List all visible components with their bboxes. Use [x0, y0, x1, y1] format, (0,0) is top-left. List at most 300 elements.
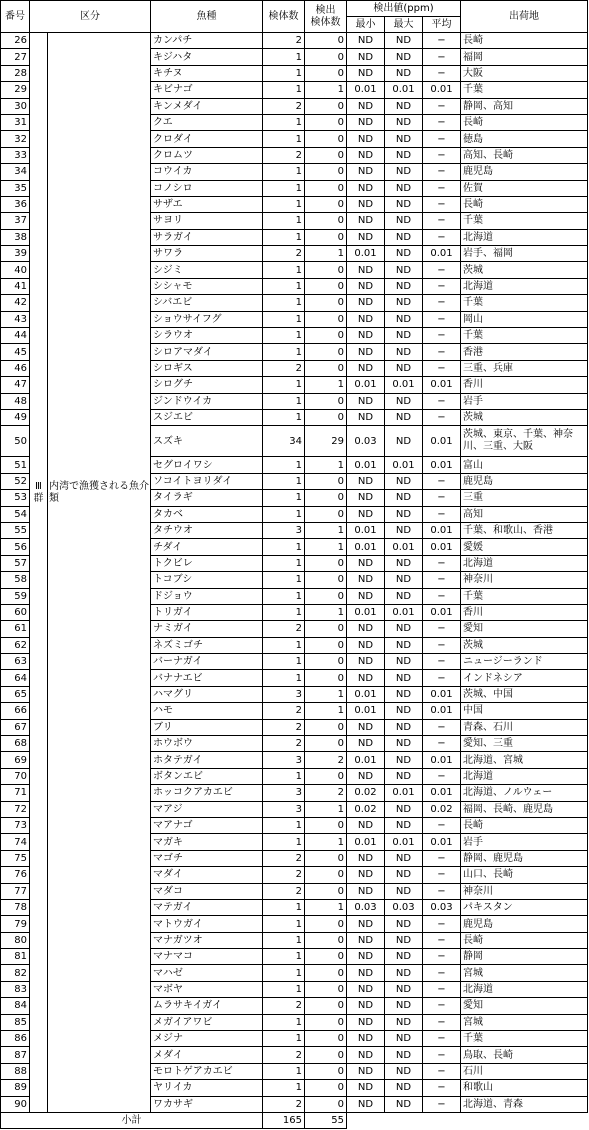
row-samples: 1 — [263, 981, 305, 997]
row-min: ND — [347, 981, 385, 997]
row-min: ND — [347, 883, 385, 899]
row-no: 53 — [1, 490, 30, 506]
row-samples: 1 — [263, 899, 305, 915]
row-samples: 1 — [263, 768, 305, 784]
row-min: ND — [347, 1096, 385, 1112]
row-species: マボヤ — [151, 981, 263, 997]
row-min: 0.03 — [347, 899, 385, 915]
row-detected: 1 — [305, 801, 347, 817]
row-no: 72 — [1, 801, 30, 817]
row-origin: 岩手 — [461, 393, 588, 409]
row-samples: 1 — [263, 588, 305, 604]
row-samples: 1 — [263, 328, 305, 344]
row-no: 54 — [1, 506, 30, 522]
row-species: トクビレ — [151, 555, 263, 571]
row-no: 47 — [1, 377, 30, 393]
row-max: ND — [385, 344, 423, 360]
row-avg: 0.01 — [423, 785, 461, 801]
row-max: ND — [385, 1014, 423, 1030]
header-detected-line1: 検出 — [315, 4, 336, 16]
row-samples: 2 — [263, 1047, 305, 1063]
row-max: ND — [385, 229, 423, 245]
row-avg: 0.01 — [423, 457, 461, 473]
row-avg: − — [423, 360, 461, 376]
row-samples: 2 — [263, 147, 305, 163]
row-detected: 0 — [305, 1096, 347, 1112]
row-no: 62 — [1, 637, 30, 653]
row-detected: 0 — [305, 1080, 347, 1096]
row-max: ND — [385, 1031, 423, 1047]
row-max: ND — [385, 246, 423, 262]
row-no: 60 — [1, 604, 30, 620]
row-species: キビナゴ — [151, 82, 263, 98]
row-min: ND — [347, 867, 385, 883]
header-row-1 — [1, 1, 588, 17]
row-min: 0.03 — [347, 426, 385, 457]
row-detected: 0 — [305, 932, 347, 948]
row-max: ND — [385, 654, 423, 670]
row-detected: 0 — [305, 196, 347, 212]
row-species: キジハタ — [151, 49, 263, 65]
row-species: メダイ — [151, 1047, 263, 1063]
row-max: ND — [385, 850, 423, 866]
row-species: ムラサキイガイ — [151, 998, 263, 1014]
row-avg: 0.01 — [423, 82, 461, 98]
row-avg: − — [423, 147, 461, 163]
row-origin: 長崎 — [461, 114, 588, 130]
row-min: ND — [347, 949, 385, 965]
header-samples: 検体数 — [263, 1, 305, 33]
row-detected: 0 — [305, 670, 347, 686]
row-origin: 愛知、三重 — [461, 736, 588, 752]
row-origin: 岩手 — [461, 834, 588, 850]
subtotal-blank — [347, 1113, 588, 1129]
row-avg: − — [423, 393, 461, 409]
row-avg: − — [423, 164, 461, 180]
row-no: 39 — [1, 246, 30, 262]
row-origin: 千葉 — [461, 1031, 588, 1047]
subtotal-detected: 55 — [305, 1113, 347, 1129]
row-species: マアナゴ — [151, 817, 263, 833]
header-detected — [305, 1, 347, 33]
row-origin: 鹿児島 — [461, 164, 588, 180]
row-samples: 1 — [263, 229, 305, 245]
row-min: ND — [347, 670, 385, 686]
row-detected: 1 — [305, 457, 347, 473]
row-min: ND — [347, 278, 385, 294]
header-origin: 出荷地 — [461, 1, 588, 33]
row-species: チダイ — [151, 539, 263, 555]
row-max: ND — [385, 328, 423, 344]
row-avg: 0.02 — [423, 801, 461, 817]
row-origin: 北海道、青森 — [461, 1096, 588, 1112]
row-detected: 0 — [305, 114, 347, 130]
row-max: ND — [385, 213, 423, 229]
row-detected: 0 — [305, 949, 347, 965]
row-samples: 1 — [263, 164, 305, 180]
row-species: ボタンエビ — [151, 768, 263, 784]
row-species: シバエビ — [151, 295, 263, 311]
row-origin: 岩手、福岡 — [461, 246, 588, 262]
row-species: キチヌ — [151, 65, 263, 81]
row-avg: − — [423, 1096, 461, 1112]
row-samples: 1 — [263, 82, 305, 98]
row-avg: − — [423, 867, 461, 883]
header-detected-line2: 検体数 — [310, 16, 341, 28]
row-detected: 0 — [305, 588, 347, 604]
row-species: ワカサギ — [151, 1096, 263, 1112]
row-min: ND — [347, 33, 385, 49]
row-detected: 0 — [305, 98, 347, 114]
row-samples: 1 — [263, 1031, 305, 1047]
row-origin: 鹿児島 — [461, 473, 588, 489]
row-samples: 1 — [263, 539, 305, 555]
row-species: ホタテガイ — [151, 752, 263, 768]
row-samples: 1 — [263, 637, 305, 653]
row-detected: 1 — [305, 539, 347, 555]
row-no: 56 — [1, 539, 30, 555]
row-min: ND — [347, 588, 385, 604]
row-avg: − — [423, 295, 461, 311]
row-detected: 0 — [305, 621, 347, 637]
row-avg: − — [423, 654, 461, 670]
row-origin: 茨城、中国 — [461, 686, 588, 702]
row-origin: 鳥取、長崎 — [461, 1047, 588, 1063]
row-samples: 2 — [263, 883, 305, 899]
row-samples: 3 — [263, 752, 305, 768]
row-min: 0.01 — [347, 539, 385, 555]
row-samples: 1 — [263, 949, 305, 965]
row-species: メジナ — [151, 1031, 263, 1047]
row-detected: 0 — [305, 131, 347, 147]
row-species: ソコイトヨリダイ — [151, 473, 263, 489]
row-samples: 1 — [263, 344, 305, 360]
row-detected: 0 — [305, 850, 347, 866]
row-no: 32 — [1, 131, 30, 147]
row-max: ND — [385, 686, 423, 702]
row-species: マナガツオ — [151, 932, 263, 948]
row-detected: 0 — [305, 1063, 347, 1079]
row-no: 49 — [1, 409, 30, 425]
row-samples: 2 — [263, 33, 305, 49]
row-min: ND — [347, 180, 385, 196]
row-species: クロダイ — [151, 131, 263, 147]
row-species: マダコ — [151, 883, 263, 899]
row-min: ND — [347, 196, 385, 212]
subtotal-row — [1, 1113, 588, 1129]
row-max: 0.01 — [385, 457, 423, 473]
row-min: 0.01 — [347, 703, 385, 719]
row-max: ND — [385, 490, 423, 506]
row-min: ND — [347, 1047, 385, 1063]
row-no: 66 — [1, 703, 30, 719]
row-avg: − — [423, 33, 461, 49]
row-min: ND — [347, 295, 385, 311]
row-no: 89 — [1, 1080, 30, 1096]
row-origin: 香川 — [461, 604, 588, 620]
row-samples: 3 — [263, 686, 305, 702]
header-values: 検出値(ppm) — [347, 1, 461, 17]
row-max: ND — [385, 114, 423, 130]
row-origin: 三重 — [461, 490, 588, 506]
row-avg: − — [423, 180, 461, 196]
row-max: ND — [385, 981, 423, 997]
row-no: 28 — [1, 65, 30, 81]
row-detected: 0 — [305, 965, 347, 981]
row-detected: 0 — [305, 473, 347, 489]
row-species: ヤリイカ — [151, 1080, 263, 1096]
row-max: ND — [385, 670, 423, 686]
row-min: ND — [347, 344, 385, 360]
row-samples: 1 — [263, 196, 305, 212]
row-species: サザエ — [151, 196, 263, 212]
row-origin: 中国 — [461, 703, 588, 719]
row-max: ND — [385, 965, 423, 981]
row-detected: 0 — [305, 572, 347, 588]
row-samples: 1 — [263, 916, 305, 932]
row-origin: 鹿児島 — [461, 916, 588, 932]
row-detected: 0 — [305, 164, 347, 180]
row-min: 0.01 — [347, 686, 385, 702]
row-no: 34 — [1, 164, 30, 180]
row-origin: 静岡、高知 — [461, 98, 588, 114]
row-avg: − — [423, 949, 461, 965]
row-min: ND — [347, 555, 385, 571]
row-max: ND — [385, 393, 423, 409]
row-origin: 千葉 — [461, 213, 588, 229]
row-max: ND — [385, 409, 423, 425]
row-max: ND — [385, 295, 423, 311]
row-min: ND — [347, 1080, 385, 1096]
row-min: 0.01 — [347, 82, 385, 98]
row-samples: 3 — [263, 801, 305, 817]
row-detected: 0 — [305, 262, 347, 278]
row-avg: − — [423, 1047, 461, 1063]
row-detected: 1 — [305, 899, 347, 915]
row-avg: 0.03 — [423, 899, 461, 915]
row-detected: 0 — [305, 409, 347, 425]
row-species: セグロイワシ — [151, 457, 263, 473]
row-species: ナミガイ — [151, 621, 263, 637]
row-avg: 0.01 — [423, 686, 461, 702]
row-origin: 北海道、宮城 — [461, 752, 588, 768]
row-no: 87 — [1, 1047, 30, 1063]
row-max: 0.01 — [385, 785, 423, 801]
row-origin: 高知 — [461, 506, 588, 522]
row-min: ND — [347, 98, 385, 114]
row-detected: 1 — [305, 377, 347, 393]
row-no: 70 — [1, 768, 30, 784]
row-origin: 北海道 — [461, 981, 588, 997]
row-avg: − — [423, 328, 461, 344]
row-max: ND — [385, 719, 423, 735]
row-origin: 富山 — [461, 457, 588, 473]
row-avg: − — [423, 637, 461, 653]
row-detected: 0 — [305, 344, 347, 360]
row-min: ND — [347, 850, 385, 866]
row-avg: 0.01 — [423, 539, 461, 555]
row-no: 59 — [1, 588, 30, 604]
row-species: ホッコクアカエビ — [151, 785, 263, 801]
row-min: ND — [347, 817, 385, 833]
row-min: ND — [347, 213, 385, 229]
row-max: ND — [385, 262, 423, 278]
row-avg: − — [423, 229, 461, 245]
row-min: 0.02 — [347, 785, 385, 801]
row-avg: − — [423, 49, 461, 65]
row-avg: − — [423, 1014, 461, 1030]
header-no: 番号 — [1, 1, 30, 33]
row-species: タイラギ — [151, 490, 263, 506]
row-avg: − — [423, 213, 461, 229]
row-detected: 0 — [305, 1031, 347, 1047]
row-origin: 千葉、和歌山、香港 — [461, 522, 588, 538]
row-detected: 0 — [305, 1047, 347, 1063]
row-no: 75 — [1, 850, 30, 866]
row-avg: − — [423, 262, 461, 278]
subtotal-label: 小計 — [1, 1113, 263, 1129]
row-min: ND — [347, 360, 385, 376]
row-detected: 0 — [305, 981, 347, 997]
row-max: ND — [385, 164, 423, 180]
row-no: 29 — [1, 82, 30, 98]
row-max: ND — [385, 506, 423, 522]
row-max: ND — [385, 817, 423, 833]
row-origin: 北海道 — [461, 229, 588, 245]
row-no: 68 — [1, 736, 30, 752]
row-samples: 1 — [263, 572, 305, 588]
row-origin: 岡山 — [461, 311, 588, 327]
row-species: シジミ — [151, 262, 263, 278]
row-avg: − — [423, 555, 461, 571]
row-samples: 1 — [263, 114, 305, 130]
row-species: ホウボウ — [151, 736, 263, 752]
row-samples: 1 — [263, 311, 305, 327]
row-origin: 香港 — [461, 344, 588, 360]
row-detected: 0 — [305, 867, 347, 883]
row-species: マアジ — [151, 801, 263, 817]
category-group — [30, 33, 48, 1113]
header-min: 最小 — [347, 17, 385, 33]
row-origin: 千葉 — [461, 295, 588, 311]
row-samples: 1 — [263, 1014, 305, 1030]
row-no: 30 — [1, 98, 30, 114]
table-body — [1, 33, 588, 1129]
row-detected: 0 — [305, 213, 347, 229]
row-max: 0.01 — [385, 82, 423, 98]
row-species: マハゼ — [151, 965, 263, 981]
row-min: 0.01 — [347, 246, 385, 262]
row-no: 26 — [1, 33, 30, 49]
row-detected: 1 — [305, 686, 347, 702]
header-category: 区分 — [30, 1, 151, 33]
subtotal-samples: 165 — [263, 1113, 305, 1129]
row-min: ND — [347, 1063, 385, 1079]
row-avg: − — [423, 98, 461, 114]
row-samples: 1 — [263, 409, 305, 425]
row-min: ND — [347, 65, 385, 81]
row-samples: 1 — [263, 1063, 305, 1079]
row-species: マゴチ — [151, 850, 263, 866]
row-no: 71 — [1, 785, 30, 801]
row-avg: 0.01 — [423, 604, 461, 620]
row-max: 0.03 — [385, 899, 423, 915]
row-species: サヨリ — [151, 213, 263, 229]
row-samples: 1 — [263, 654, 305, 670]
row-species: カンパチ — [151, 33, 263, 49]
row-detected: 0 — [305, 278, 347, 294]
row-samples: 1 — [263, 213, 305, 229]
row-avg: − — [423, 131, 461, 147]
row-species: キンメダイ — [151, 98, 263, 114]
row-min: 0.01 — [347, 522, 385, 538]
row-origin: 長崎 — [461, 33, 588, 49]
row-species: ハモ — [151, 703, 263, 719]
row-no: 78 — [1, 899, 30, 915]
row-detected: 0 — [305, 360, 347, 376]
row-avg: 0.01 — [423, 377, 461, 393]
row-detected: 2 — [305, 785, 347, 801]
row-max: ND — [385, 703, 423, 719]
row-samples: 1 — [263, 278, 305, 294]
row-species: サラガイ — [151, 229, 263, 245]
row-species: バナナエビ — [151, 670, 263, 686]
row-samples: 2 — [263, 246, 305, 262]
row-species: コノシロ — [151, 180, 263, 196]
row-no: 51 — [1, 457, 30, 473]
row-max: ND — [385, 752, 423, 768]
row-avg: 0.01 — [423, 834, 461, 850]
row-min: ND — [347, 965, 385, 981]
row-origin: 静岡 — [461, 949, 588, 965]
row-max: ND — [385, 637, 423, 653]
row-detected: 0 — [305, 147, 347, 163]
row-detected: 0 — [305, 555, 347, 571]
row-origin: インドネシア — [461, 670, 588, 686]
row-origin: 長崎 — [461, 817, 588, 833]
row-min: ND — [347, 164, 385, 180]
row-min: ND — [347, 1031, 385, 1047]
row-avg: 0.01 — [423, 522, 461, 538]
row-avg: − — [423, 490, 461, 506]
row-max: ND — [385, 131, 423, 147]
row-origin: 茨城 — [461, 409, 588, 425]
row-detected: 0 — [305, 916, 347, 932]
row-min: ND — [347, 311, 385, 327]
row-no: 42 — [1, 295, 30, 311]
row-origin: 愛知 — [461, 998, 588, 1014]
row-origin: 香川 — [461, 377, 588, 393]
row-avg: − — [423, 114, 461, 130]
row-detected: 0 — [305, 65, 347, 81]
row-max: ND — [385, 801, 423, 817]
row-avg: 0.01 — [423, 426, 461, 457]
row-no: 33 — [1, 147, 30, 163]
row-max: ND — [385, 473, 423, 489]
row-samples: 1 — [263, 393, 305, 409]
row-avg: − — [423, 850, 461, 866]
row-origin: 長崎 — [461, 196, 588, 212]
row-samples: 1 — [263, 49, 305, 65]
row-avg: − — [423, 998, 461, 1014]
row-detected: 0 — [305, 311, 347, 327]
row-max: ND — [385, 1080, 423, 1096]
row-no: 61 — [1, 621, 30, 637]
row-origin: 神奈川 — [461, 572, 588, 588]
row-detected: 1 — [305, 82, 347, 98]
row-samples: 2 — [263, 719, 305, 735]
row-max: ND — [385, 621, 423, 637]
